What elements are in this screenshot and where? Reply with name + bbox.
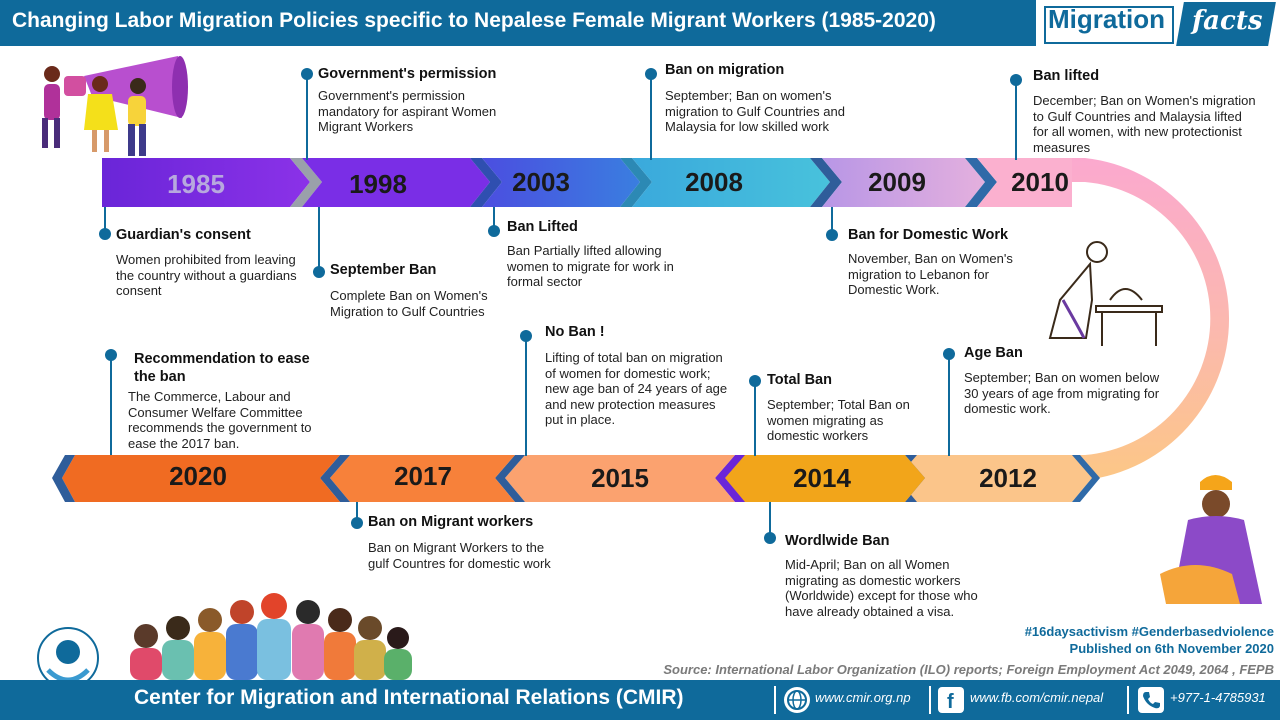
- stem-ban-lifted-2010: [1015, 82, 1017, 160]
- marker-september-ban: [313, 266, 325, 278]
- worker-woman-illustration: [1160, 475, 1262, 604]
- stem-total-ban: [754, 384, 756, 456]
- marker-ban-lifted-2003: [488, 225, 500, 237]
- marker-age-ban: [943, 348, 955, 360]
- stem-no-ban: [525, 340, 527, 456]
- event-title-ban-lifted-2003: Ban Lifted: [507, 219, 578, 235]
- event-title-domestic-work: Ban for Domestic Work: [848, 227, 1009, 243]
- svg-text:f: f: [947, 691, 954, 713]
- event-desc-domestic-work: November, Ban on Women's migration to Lebanon for Domestic Work.: [848, 251, 1013, 297]
- year-2008: 2008: [685, 167, 743, 197]
- published-date: Published on 6th November 2020: [1069, 641, 1274, 656]
- logo-word: Migration: [1048, 4, 1165, 34]
- event-desc-ban-on-migration: September; Ban on women's migration to Gulf Countries and Malaysia for low skilled work: [665, 88, 845, 134]
- stem-ban-on-migration: [650, 76, 652, 160]
- event-desc-ban-lifted-2010: December; Ban on Women's migration to Gulf Countries and Malaysia lifted for all women, with new protectionist measures: [1033, 93, 1256, 155]
- marker-guardian: [99, 228, 111, 240]
- megaphone-women-illustration: [42, 56, 188, 156]
- crowd-of-women-illustration: [130, 593, 412, 680]
- event-title-ban-on-migration: Ban on migration: [665, 62, 785, 78]
- hashtags: #16daysactivism #Genderbasedviolence: [1024, 624, 1274, 639]
- footer-website-link[interactable]: www.cmir.org.np: [815, 690, 911, 705]
- year-2020: 2020: [169, 461, 227, 491]
- event-title-migrant-workers: Ban on Migrant workers: [368, 514, 534, 530]
- footer-org-name: Center for Migration and International Relations (CMIR): [134, 686, 684, 709]
- event-desc-total-ban: September; Total Ban on women migrating as domestic workers: [767, 397, 910, 443]
- stem-recommendation: [110, 358, 112, 455]
- year-1985: 1985: [167, 169, 225, 199]
- year-2010: 2010: [1011, 167, 1069, 197]
- event-desc-recommendation: The Commerce, Labour and Consumer Welfare Committee recommends the government to ease the 2017 ban.: [128, 389, 312, 451]
- year-2015: 2015: [591, 463, 649, 493]
- event-desc-worldwide: Mid-April; Ban on all Women migrating as domestic workers (Worldwide) except for those who have already obtained a visa.: [785, 557, 978, 619]
- year-2012: 2012: [979, 463, 1037, 493]
- event-desc-gov-permission: Government's permission mandatory for aspirant Women Migrant Workers: [318, 88, 497, 134]
- year-2014: 2014: [793, 463, 851, 493]
- marker-ban-lifted-2010: [1010, 74, 1022, 86]
- event-title-september-ban: September Ban: [330, 262, 437, 278]
- event-desc-ban-lifted-2003: Ban Partially lifted allowing women to migrate for work in formal sector: [507, 243, 674, 289]
- year-2017: 2017: [394, 461, 452, 491]
- globe-icon: [784, 687, 810, 713]
- footer-facebook-link[interactable]: www.fb.com/cmir.nepal: [970, 690, 1104, 705]
- year-2003: 2003: [512, 167, 570, 197]
- event-title-gov-permission: Government's permission: [318, 66, 497, 82]
- marker-recommendation: [105, 349, 117, 361]
- logo-tag: facts: [1192, 6, 1263, 36]
- footer-separator: [929, 686, 931, 714]
- event-title-age-ban: Age Ban: [964, 345, 1023, 361]
- cmir-logo: [38, 628, 98, 688]
- stem-worldwide: [769, 502, 771, 536]
- event-desc-no-ban: Lifting of total ban on migration of women for domestic work; new age ban of 24 years of age and new protection measures put in place.: [545, 350, 728, 427]
- marker-domestic-work: [826, 229, 838, 241]
- event-title-ban-lifted-2010: Ban lifted: [1033, 68, 1100, 84]
- marker-ban-on-migration: [645, 68, 657, 80]
- footer-separator: [1127, 686, 1129, 714]
- year-2009: 2009: [868, 167, 926, 197]
- source-note: Source: International Labor Organization (ILO) reports; Foreign Employment Act 2049, 2064 , FEPB: [663, 662, 1274, 677]
- year-1998: 1998: [349, 169, 407, 199]
- footer-phone: +977-1-4785931: [1170, 690, 1266, 705]
- domestic-worker-illustration: [1050, 242, 1162, 346]
- footer-separator: [774, 686, 776, 714]
- event-title-guardian: Guardian's consent: [116, 227, 251, 243]
- phone-icon: [1138, 687, 1164, 713]
- stem-gov-permission: [306, 76, 308, 160]
- page-title: Changing Labor Migration Policies specific to Nepalese Female Migrant Workers (1985-2020): [12, 9, 936, 32]
- event-desc-guardian: Women prohibited from leaving the country without a guardians consent: [116, 252, 297, 298]
- footer-bar: [0, 680, 1280, 720]
- event-title-recommendation: Recommendation to ease the ban: [134, 351, 310, 385]
- marker-gov-permission: [301, 68, 313, 80]
- stem-age-ban: [948, 358, 950, 456]
- marker-migrant-workers: [351, 517, 363, 529]
- event-title-no-ban: No Ban !: [545, 324, 605, 340]
- stem-ban-lifted-2003: [493, 207, 495, 227]
- event-desc-september-ban: Complete Ban on Women's Migration to Gulf Countries: [330, 288, 488, 319]
- event-desc-migrant-workers: Ban on Migrant Workers to the gulf Countres for domestic work: [368, 540, 551, 571]
- timeline-turn: [1070, 158, 1229, 480]
- event-desc-age-ban: September; Ban on women below 30 years of age from migrating for domestic work.: [964, 370, 1160, 416]
- marker-total-ban: [749, 375, 761, 387]
- event-title-worldwide: Wordlwide Ban: [785, 533, 890, 549]
- facebook-icon: [938, 687, 964, 713]
- marker-worldwide: [764, 532, 776, 544]
- marker-no-ban: [520, 330, 532, 342]
- event-title-total-ban: Total Ban: [767, 372, 832, 388]
- stem-september-ban: [318, 207, 320, 267]
